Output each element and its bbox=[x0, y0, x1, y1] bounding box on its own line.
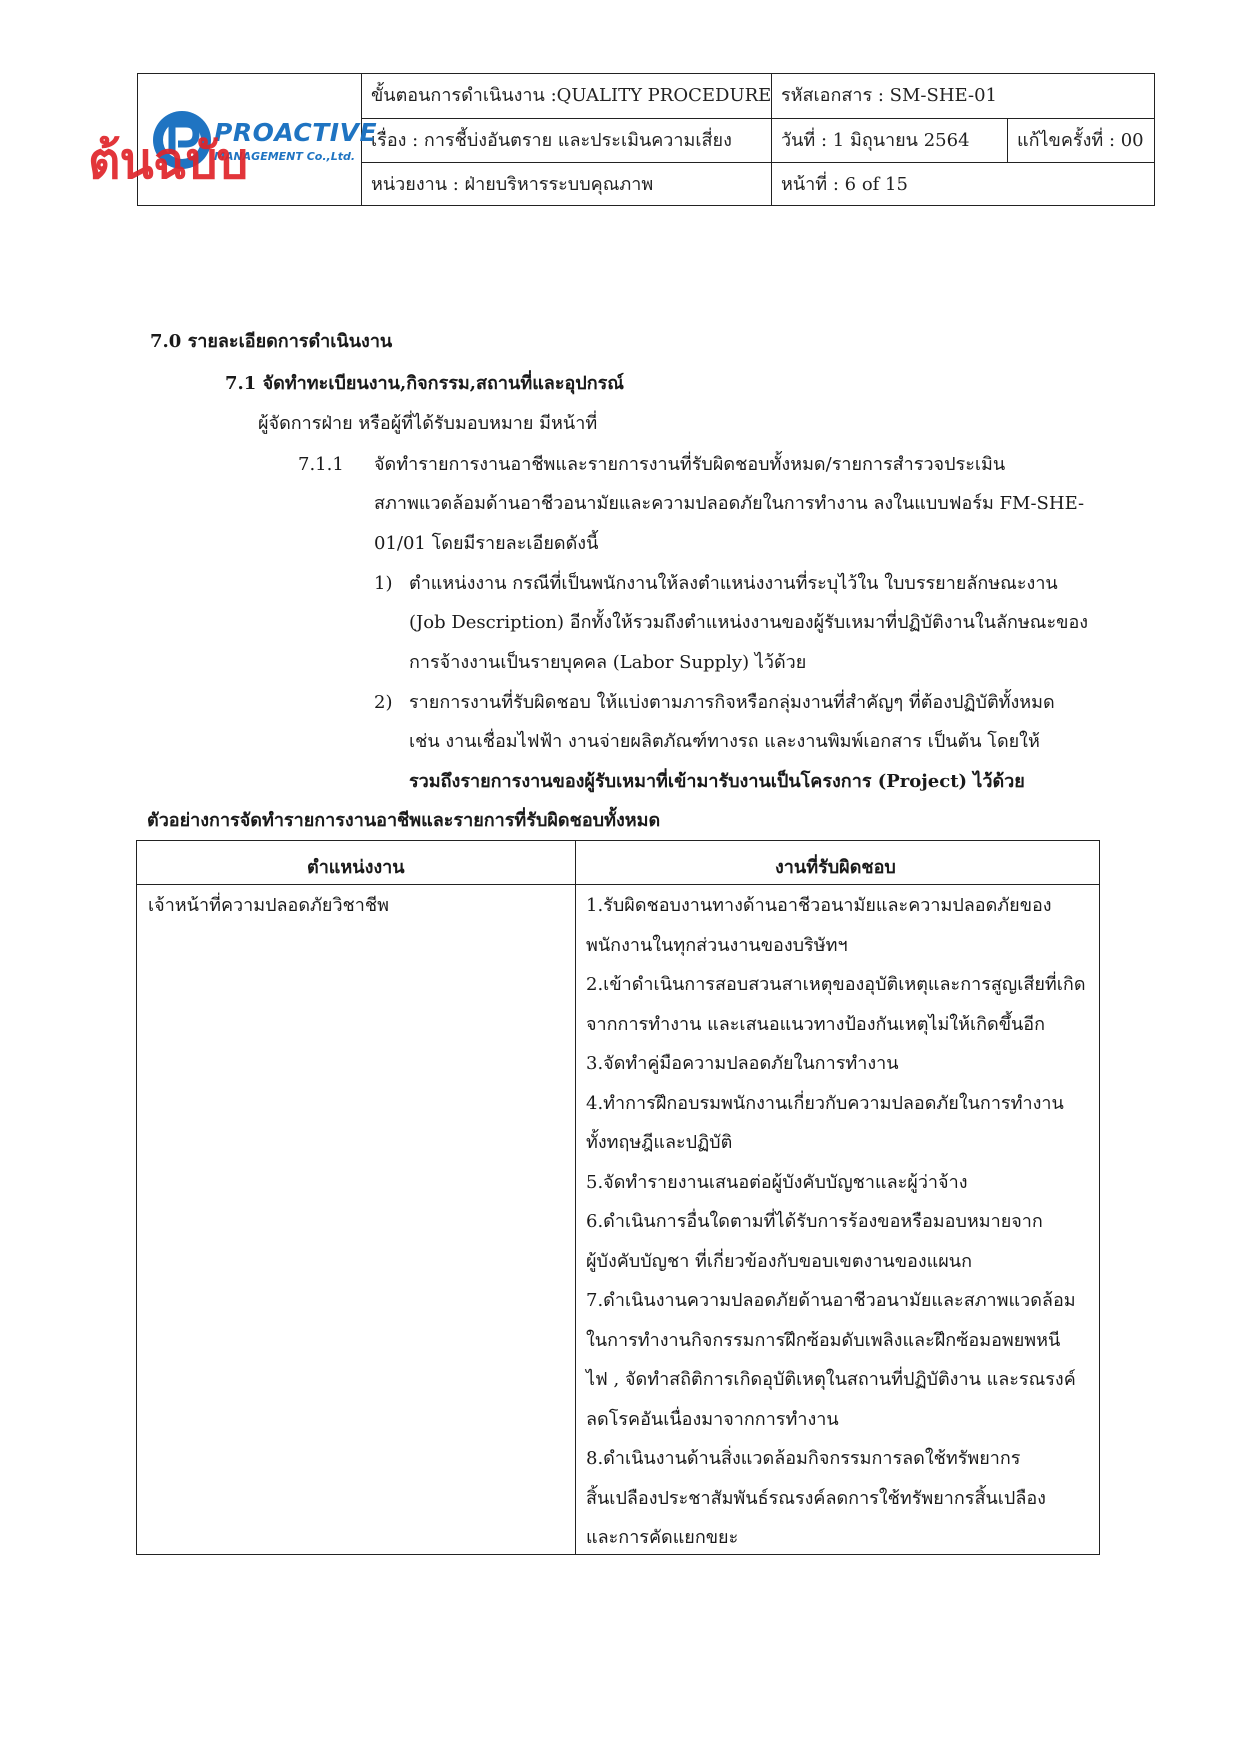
item-1-number: 1) bbox=[374, 573, 393, 594]
document-code: รหัสเอกสาร : SM-SHE-01 bbox=[781, 85, 997, 106]
duty-line: พนักงานในทุกส่วนงานของบริษัทฯ bbox=[586, 935, 848, 956]
table-header-divider bbox=[137, 884, 1099, 885]
item-2-line: เช่น งานเชื่อมไฟฟ้า งานจ่ายผลิตภัณฑ์ทางรถ และงานพิมพ์เอกสาร เป็นต้น โดยให้ bbox=[409, 731, 1040, 752]
item-2-number: 2) bbox=[374, 692, 393, 713]
col-header-position: ตำแหน่งงาน bbox=[307, 857, 405, 878]
procedure-label: ขั้นตอนการดำเนินงาน :QUALITY PROCEDURE bbox=[371, 85, 772, 106]
duty-line: ผู้บังคับบัญชา ที่เกี่ยวข้องกับขอบเขตงานของแผนก bbox=[586, 1251, 972, 1272]
clause-7-1-1-line: สภาพแวดล้อมด้านอาชีวอนามัยและความปลอดภัยในการทำงาน ลงในแบบฟอร์ม FM-SHE- bbox=[374, 493, 1085, 514]
col-header-duties: งานที่รับผิดชอบ bbox=[775, 857, 896, 878]
responsibility-table bbox=[136, 840, 1100, 1555]
clause-7-1-1-line: จัดทำรายการงานอาชีพและรายการงานที่รับผิดชอบทั้งหมด/รายการสำรวจประเมิน bbox=[374, 454, 1006, 475]
item-1-line: (Job Description) อีกทั้งให้รวมถึงตำแหน่งงานของผู้รับเหมาที่ปฏิบัติงานในลักษณะของ bbox=[409, 612, 1089, 633]
document-subject: เรื่อง : การชี้บ่งอันตราย และประเมินความเสี่ยง bbox=[371, 130, 732, 151]
department: หน่วยงาน : ฝ่ายบริหารระบบคุณภาพ bbox=[371, 174, 654, 195]
item-1-line: การจ้างงานเป็นรายบุคคล (Labor Supply) ไว้ด้วย bbox=[409, 652, 807, 673]
section-7-0-heading: 7.0 รายละเอียดการดำเนินงาน bbox=[150, 331, 393, 352]
duty-line: 1.รับผิดชอบงานทางด้านอาชีวอนามัยและความปลอดภัยของ bbox=[586, 895, 1052, 916]
header-divider bbox=[361, 162, 1154, 163]
duty-line: 8.ดำเนินงานด้านสิ่งแวดล้อมกิจกรรมการลดใช้ทรัพยากร bbox=[586, 1448, 1021, 1469]
duty-line: 3.จัดทำคู่มือความปลอดภัยในการทำงาน bbox=[586, 1053, 899, 1074]
header-divider bbox=[361, 118, 1154, 119]
item-1-line: ตำแหน่งงาน กรณีที่เป็นพนักงานให้ลงตำแหน่งงานที่ระบุไว้ใน ใบบรรยายลักษณะงาน bbox=[409, 573, 1058, 594]
logo-name: PROACTIVE bbox=[214, 118, 378, 147]
duty-line: และการคัดแยกขยะ bbox=[586, 1527, 739, 1548]
cell-position: เจ้าหน้าที่ความปลอดภัยวิชาชีพ bbox=[148, 895, 389, 916]
revision-number: แก้ไขครั้งที่ : 00 bbox=[1017, 130, 1144, 151]
duty-line: 7.ดำเนินงานความปลอดภัยด้านอาชีวอนามัยและสภาพแวดล้อม bbox=[586, 1290, 1076, 1311]
page-number: หน้าที่ : 6 of 15 bbox=[781, 174, 908, 195]
responsibility-line: ผู้จัดการฝ่าย หรือผู้ที่ได้รับมอบหมาย มีหน้าที่ bbox=[258, 413, 598, 434]
clause-7-1-1-number: 7.1.1 bbox=[298, 454, 344, 475]
duty-line: จากการทำงาน และเสนอแนวทางป้องกันเหตุไม่ให้เกิดขึ้นอีก bbox=[586, 1014, 1046, 1035]
header-divider bbox=[1007, 118, 1008, 162]
section-7-1-heading: 7.1 จัดทำทะเบียนงาน,กิจกรรม,สถานที่และอุปกรณ์ bbox=[225, 373, 624, 394]
logo-subtitle: MANAGEMENT Co.,Ltd. bbox=[214, 150, 356, 163]
duty-line: ไฟ , จัดทำสถิติการเกิดอุบัติเหตุในสถานที่ปฏิบัติงาน และรณรงค์ bbox=[586, 1369, 1076, 1390]
example-title: ตัวอย่างการจัดทำรายการงานอาชีพและรายการที่รับผิดชอบทั้งหมด bbox=[147, 810, 661, 831]
document-date: วันที่ : 1 มิถุนายน 2564 bbox=[781, 130, 970, 151]
duty-line: ในการทำงานกิจกรรมการฝึกซ้อมดับเพลิงและฝึกซ้อมอพยพหนี bbox=[586, 1330, 1061, 1351]
duty-line: 6.ดำเนินการอื่นใดตามที่ได้รับการร้องขอหรือมอบหมายจาก bbox=[586, 1211, 1043, 1232]
duty-line: 4.ทำการฝึกอบรมพนักงานเกี่ยวกับความปลอดภัยในการทำงาน bbox=[586, 1093, 1064, 1114]
duty-line: ทั้งทฤษฎีและปฏิบัติ bbox=[586, 1132, 733, 1153]
duty-line: 2.เข้าดำเนินการสอบสวนสาเหตุของอุบัติเหตุและการสูญเสียที่เกิด bbox=[586, 974, 1086, 995]
item-2-line: รวมถึงรายการงานของผู้รับเหมาที่เข้ามารับงานเป็นโครงการ (Project) ไว้ด้วย bbox=[409, 771, 1025, 792]
clause-7-1-1-line: 01/01 โดยมีรายละเอียดดังนี้ bbox=[374, 533, 599, 554]
duty-line: ลดโรคอันเนื่องมาจากการทำงาน bbox=[586, 1409, 839, 1430]
table-column-divider bbox=[575, 841, 576, 1554]
original-copy-stamp: ต้นฉบับ bbox=[88, 132, 248, 190]
duty-line: สิ้นเปลืองประชาสัมพันธ์รณรงค์ลดการใช้ทรัพยากรสิ้นเปลือง bbox=[586, 1488, 1046, 1509]
duty-line: 5.จัดทำรายงานเสนอต่อผู้บังคับบัญชาและผู้ว่าจ้าง bbox=[586, 1172, 968, 1193]
item-2-line: รายการงานที่รับผิดชอบ ให้แบ่งตามภารกิจหรือกลุ่มงานที่สำคัญๆ ที่ต้องปฏิบัติทั้งหมด bbox=[409, 692, 1055, 713]
